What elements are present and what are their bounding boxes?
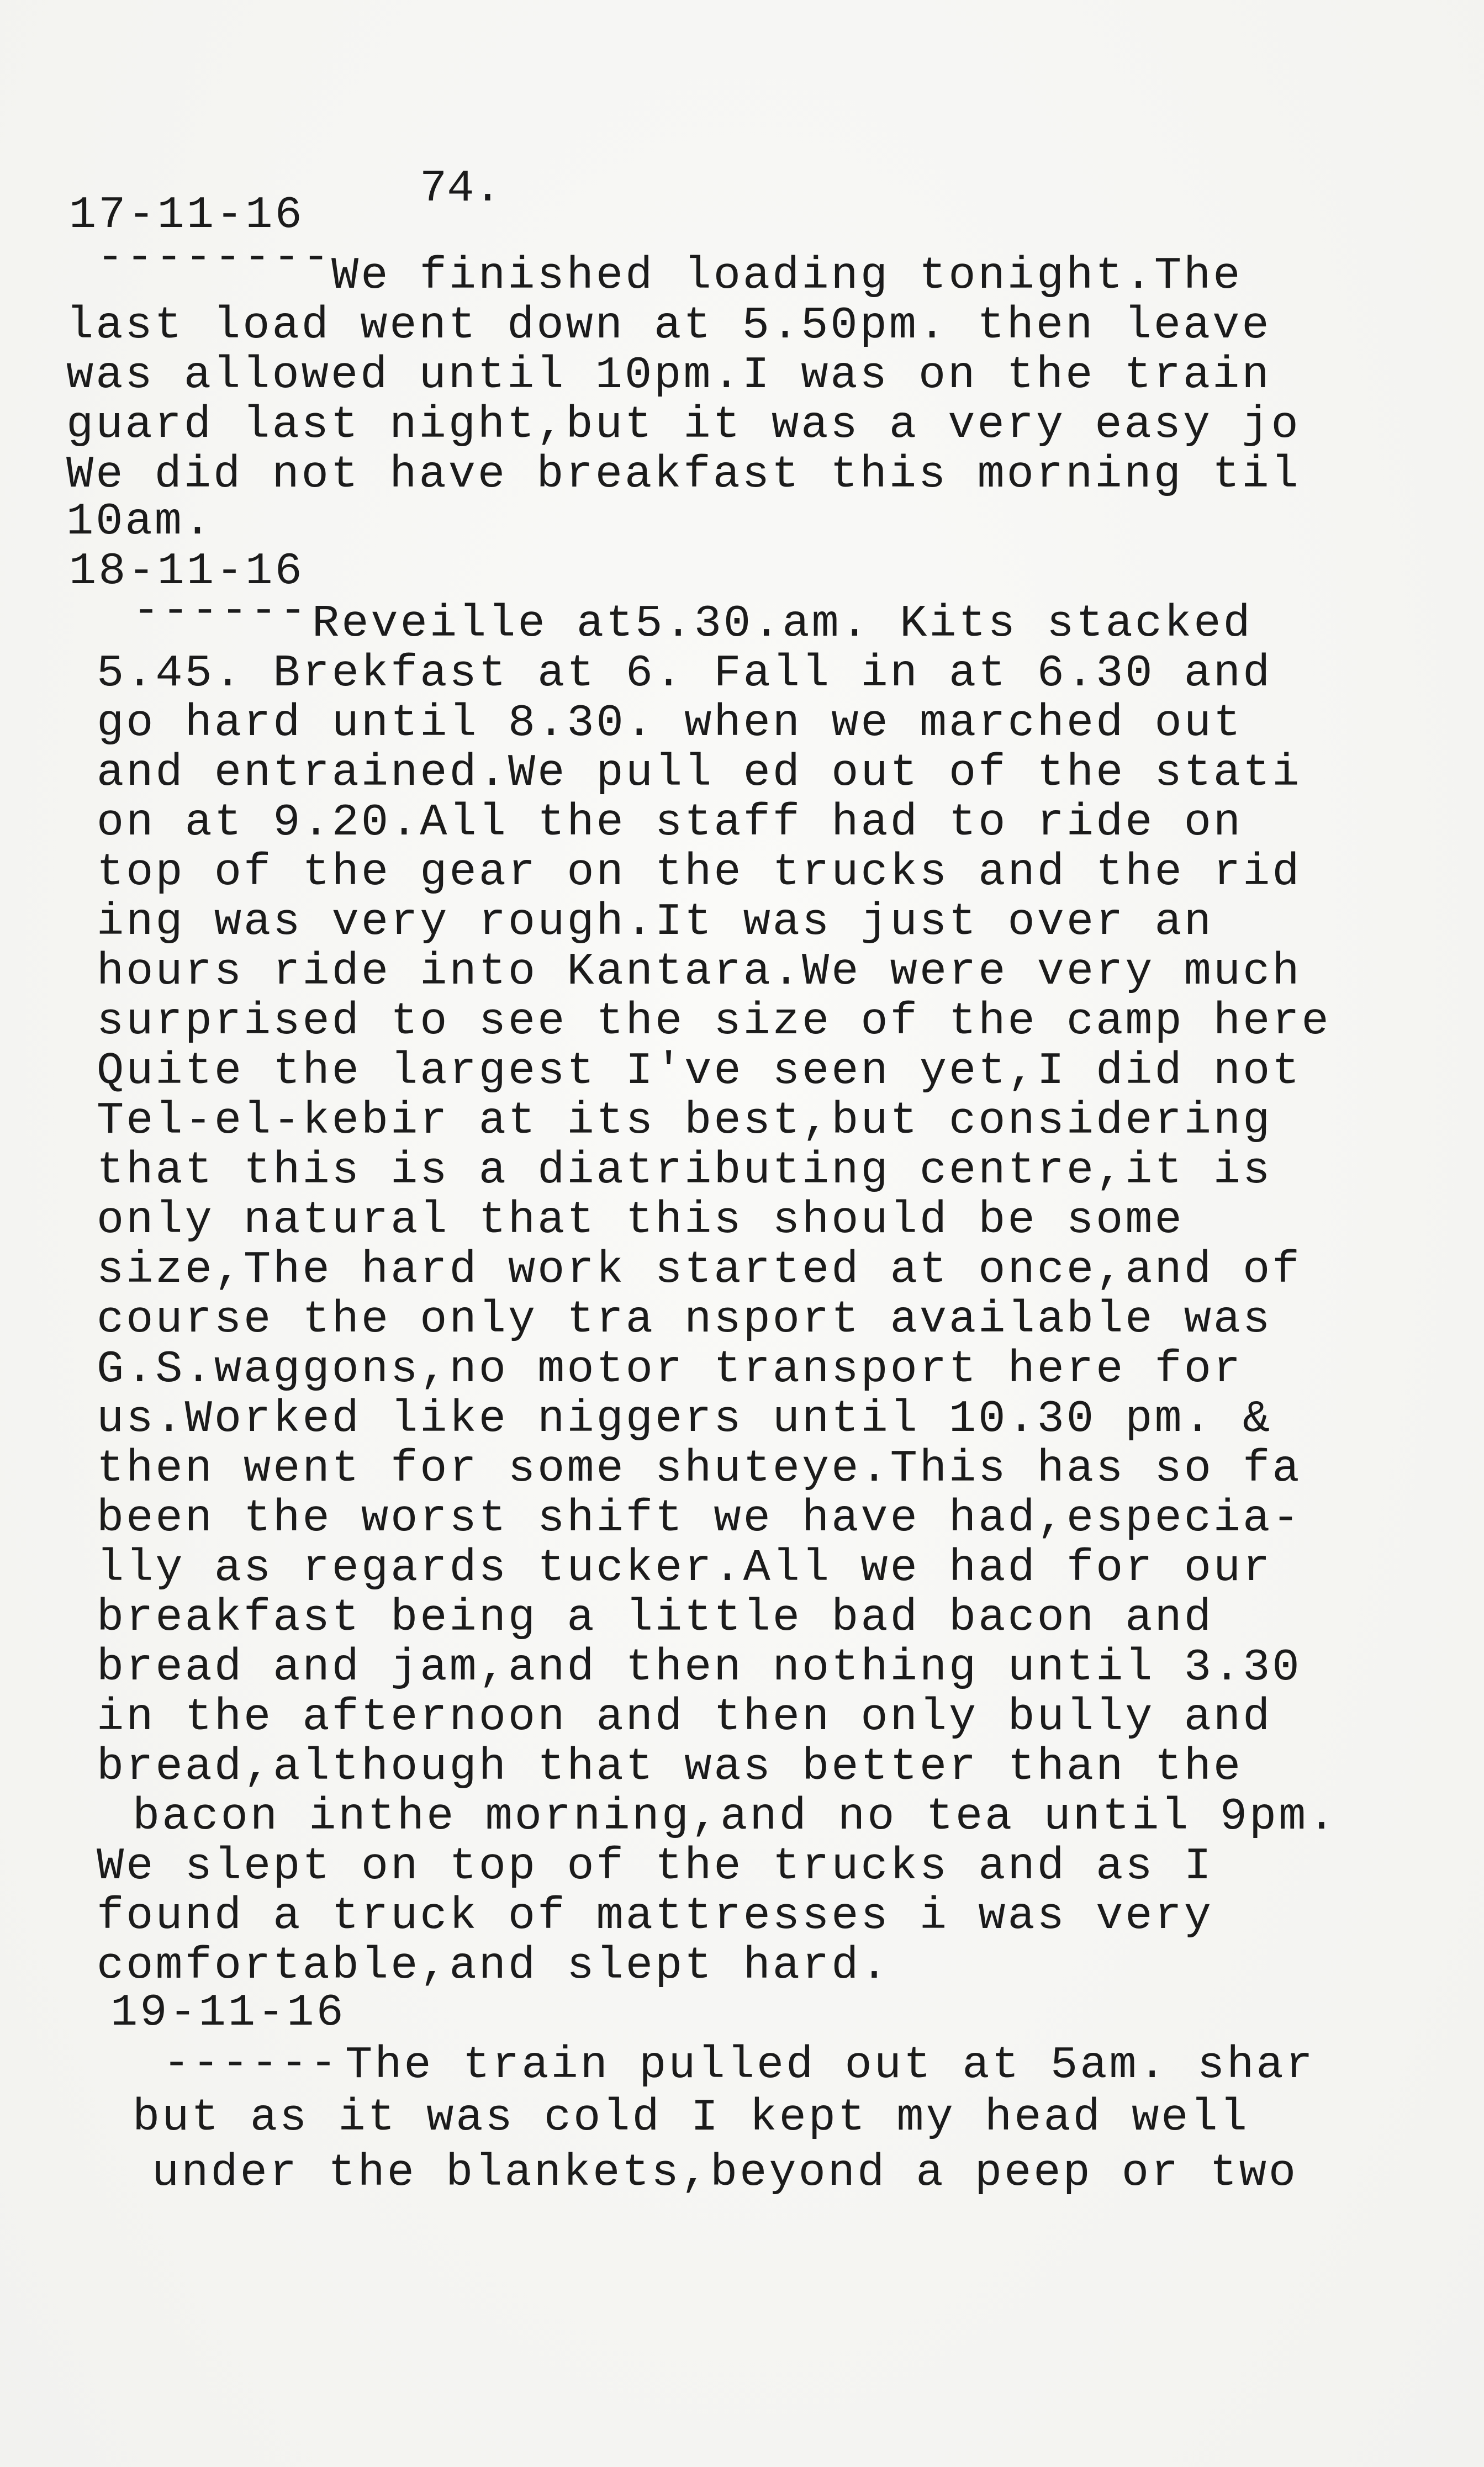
entry-line: 5.45. Brekfast at 6. Fall in at 6.30 and [97,648,1272,699]
entry-line: in the afternoon and then only bully and [97,1692,1272,1743]
entry-line: guard last night,but it was a very easy jo [66,399,1301,451]
entry-line: We did not have breakfast this morning til [66,449,1301,500]
entry-line: comfortable,and slept hard. [97,1940,890,1991]
entry-line: We finished loading tonight.The [331,250,1243,302]
entry-date: 18-11-16 [69,546,304,597]
entry-line: size,The hard work started at once,and of [97,1244,1302,1296]
entry-line: The train pulled out at 5am. shar [345,2040,1315,2091]
entry-line: on at 9.20.All the staff had to ride on [97,797,1243,848]
entry-line: 10am. [66,496,214,547]
entry-line: Quite the largest I've seen yet,I did not [97,1045,1302,1097]
entry-line: last load went down at 5.50pm. then leave [66,300,1271,351]
entry-line: bread,although that was better than the [97,1741,1243,1793]
entry-line: found a truck of mattresses i was very [97,1890,1213,1942]
entry-line: course the only tra nsport available was [97,1294,1272,1345]
entry-line: then went for some shuteye.This has so fa [97,1443,1302,1494]
entry-line: but as it was cold I kept my head well [133,2092,1249,2143]
entry-line: Reveille at5.30.am. Kits stacked [312,598,1253,649]
entry-line: hours ride into Kantara.We were very much [97,946,1302,997]
entry-line: only natural that this should be some [97,1195,1184,1246]
entry-dash-rule: ------ [133,585,309,637]
entry-line: top of the gear on the trucks and the rid [97,847,1302,898]
entry-line: ing was very rough.It was just over an [97,896,1213,948]
entry-line: go hard until 8.30. when we marched out [97,698,1243,749]
entry-line: was allowed until 10pm.I was on the train [66,350,1271,401]
entry-line: us.Worked like niggers until 10.30 pm. & [97,1393,1272,1445]
entry-line: lly as regards tucker.All we had for our [97,1542,1272,1594]
entry-date: 17-11-16 [69,189,304,241]
entry-line: bacon inthe morning,and no tea until 9pm. [133,1791,1338,1842]
entry-line: We slept on top of the trucks and as I [97,1841,1213,1892]
entry-line: been the worst shift we have had,especia- [97,1493,1302,1544]
entry-line: bread and jam,and then nothing until 3.30 [97,1642,1302,1693]
entry-line: surprised to see the size of the camp here [97,996,1331,1047]
entry-dash-rule: ------ [163,2038,340,2089]
entry-line: breakfast being a little bad bacon and [97,1592,1213,1644]
entry-line: that this is a diatributing centre,it is [97,1145,1272,1196]
entry-line: under the blankets,beyond a peep or two [152,2147,1298,2199]
entry-dash-rule: -------- [97,232,332,283]
entry-line: G.S.waggons,no motor transport here for [97,1344,1243,1395]
entry-line: Tel-el-kebir at its best,but considering [97,1095,1272,1147]
page-number: 74. [420,163,501,214]
entry-line: and entrained.We pull ed out of the stati [97,747,1302,799]
entry-date: 19-11-16 [110,1987,346,2038]
